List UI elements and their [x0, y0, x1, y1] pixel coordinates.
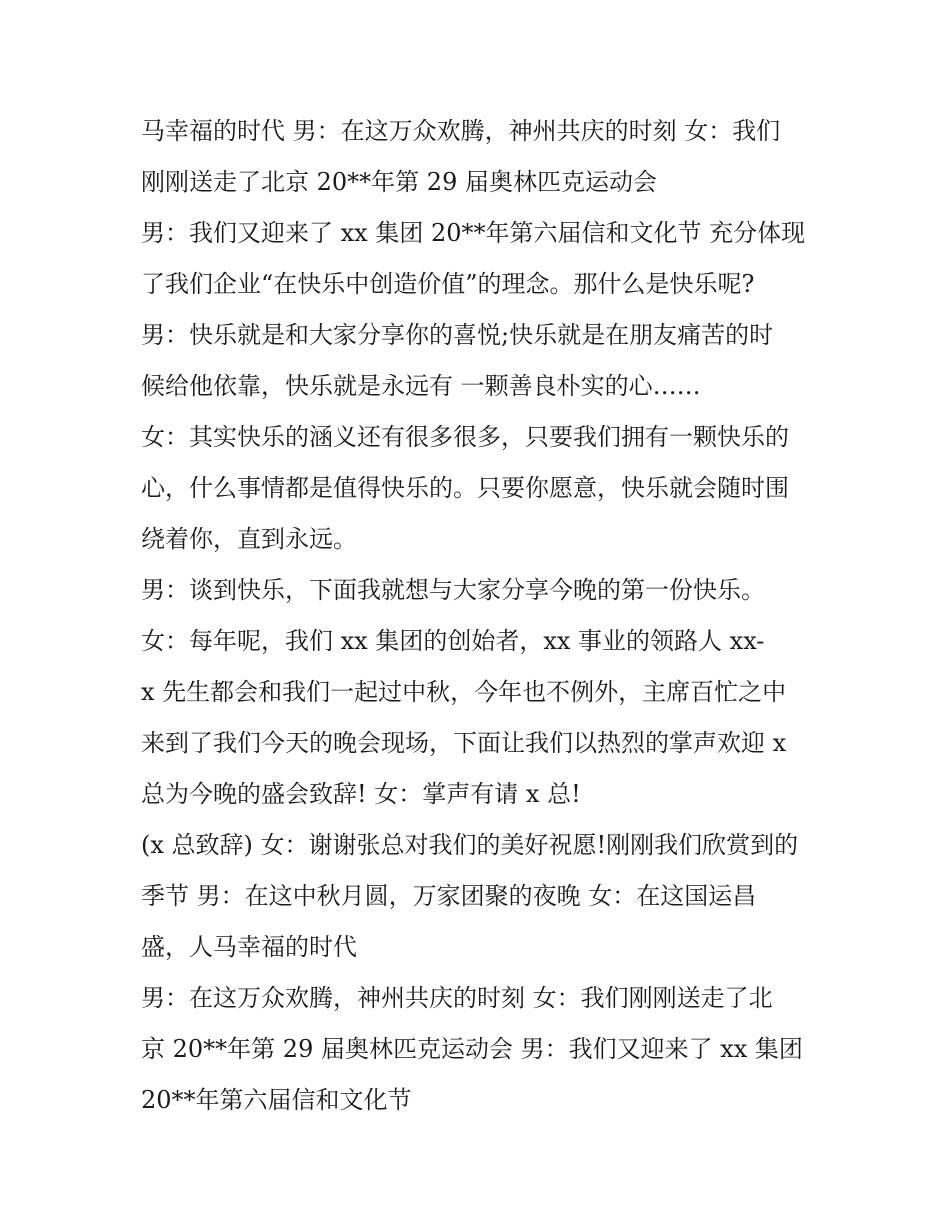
- text-line: 男：谈到快乐，下面我就想与大家分享今晚的第一份快乐。: [141, 576, 765, 604]
- text-line: 男：在这万众欢腾，神州共庆的时刻 女：我们刚刚送走了北: [141, 984, 773, 1012]
- text-line: 季节 男：在这中秋月圆，万家团聚的夜晚 女：在这国运昌: [141, 882, 757, 910]
- text-line: 总为今晚的盛会致辞! 女：掌声有请 x 总!: [141, 780, 581, 808]
- text-line: 马幸福的时代 男：在这万众欢腾，神州共庆的时刻 女：我们: [141, 117, 781, 145]
- text-line: 盛，人马幸福的时代: [141, 933, 357, 961]
- text-line: 了我们企业“在快乐中创造价值”的理念。那什么是快乐呢?: [141, 270, 755, 298]
- text-line: (x 总致辞) 女：谢谢张总对我们的美好祝愿!刚刚我们欣赏到的: [141, 831, 799, 859]
- document-body: [141, 106, 831, 1126]
- text-line: 候给他依靠，快乐就是永远有 一颗善良朴实的心……: [141, 372, 701, 400]
- text-line: 男：我们又迎来了 xx 集团 20**年第六届信和文化节 充分体现: [141, 219, 806, 247]
- text-line: 京 20**年第 29 届奥林匹克运动会 男：我们又迎来了 xx 集团: [141, 1035, 803, 1063]
- text-line: 绕着你，直到永远。: [141, 525, 357, 553]
- text-line: 女：其实快乐的涵义还有很多很多，只要我们拥有一颗快乐的: [141, 423, 789, 451]
- text-line: 心，什么事情都是值得快乐的。只要你愿意，快乐就会随时围: [141, 474, 789, 502]
- text-line: 来到了我们今天的晚会现场，下面让我们以热烈的掌声欢迎 x: [141, 729, 787, 757]
- text-line: 女：每年呢，我们 xx 集团的创始者，xx 事业的领路人 xx-: [141, 627, 765, 655]
- text-line: x 先生都会和我们一起过中秋，今年也不例外，主席百忙之中: [141, 678, 787, 706]
- text-line: 男：快乐就是和大家分享你的喜悦;快乐就是在朋友痛苦的时: [141, 321, 774, 349]
- text-line: 刚刚送走了北京 20**年第 29 届奥林匹克运动会: [141, 168, 657, 196]
- text-line: 20**年第六届信和文化节: [141, 1086, 412, 1114]
